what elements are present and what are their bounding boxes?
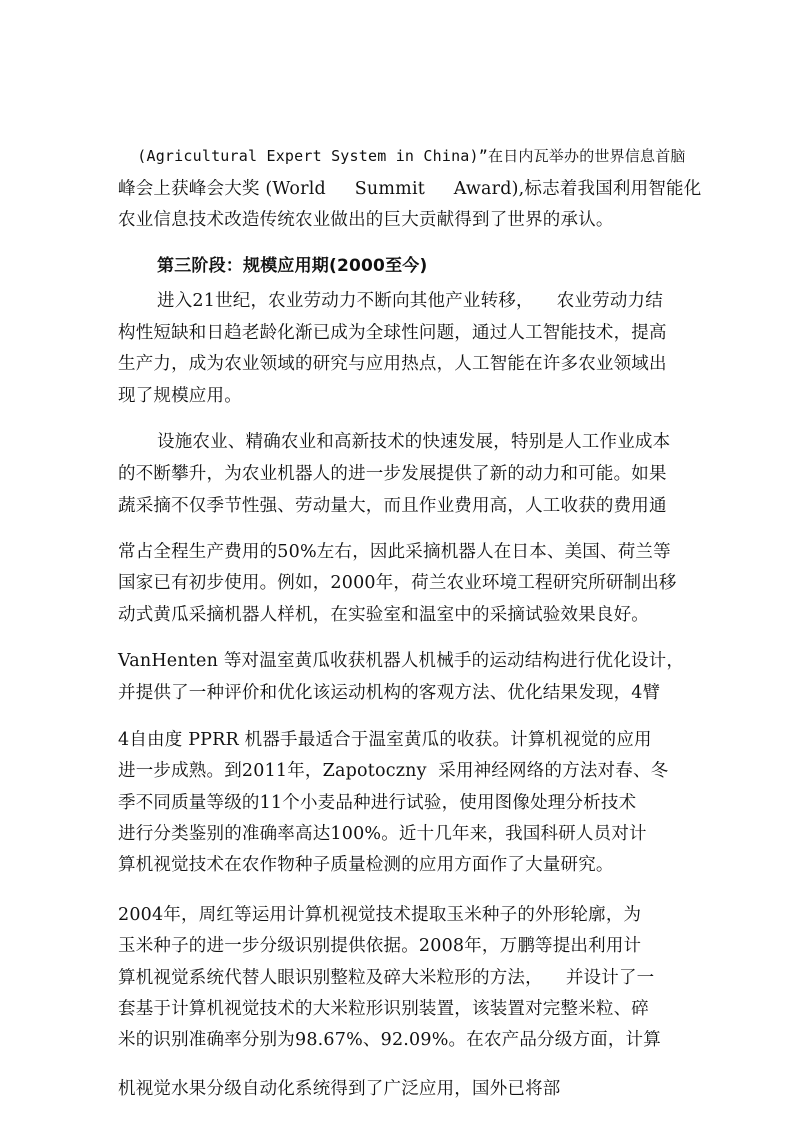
paragraph-line: 动式黄瓜采摘机器人样机，在实验室和温室中的采摘试验效果良好。 [118,605,649,625]
paragraph-line: 玉米种子的进一步分级识别提供依据。2008年，万鹏等提出利用计 [118,936,642,956]
paragraph-line: 进入21世纪，农业劳动力不断向其他产业转移， 农业劳动力结 [157,291,663,311]
paragraph-line: 农业信息技术改造传统农业做出的巨大贡献得到了世界的承认。 [118,210,614,230]
paragraph-line: 进一步成熟。到2011年，Zapotoczny 采用神经网络的方法对春、冬 [118,761,669,781]
paragraph-line: 峰会上获峰会大奖 (World Summit Award),标志着我国利用智能化 [118,179,702,199]
paragraph-line: VanHenten 等对温室黄瓜收获机器人机械手的运动结构进行优化设计， [118,651,685,671]
paragraph-line: 构性短缺和日趋老龄化渐已成为全球性问题，通过人工智能技术，提高 [118,323,667,343]
paragraph-line: 2004年，周红等运用计算机视觉技术提取玉米种子的外形轮廓，为 [118,905,642,925]
paragraph-line: 米的识别准确率分别为98.67%、92.09%。在农产品分级方面，计算 [118,1030,661,1050]
paragraph-line: 套基于计算机视觉技术的大米粒形识别装置，该装置对完整米粒、碎 [118,999,649,1019]
paragraph-line: 国家已有初步使用。例如，2000年，荷兰农业环境工程研究所研制出移 [118,573,677,593]
paragraph-line: 季不同质量等级的11个小麦品种进行试验，使用图像处理分析技术 [118,793,637,813]
paragraph-line: 进行分类鉴别的准确率高达100%。近十几年来，我国科研人员对计 [118,824,647,844]
paragraph-line: 的不断攀升，为农业机器人的进一步发展提供了新的动力和可能。如果 [118,464,667,484]
section-heading: 第三阶段：规模应用期(2000至今) [157,256,428,276]
paragraph-line: 机视觉水果分级自动化系统得到了广泛应用，国外已将部 [118,1079,561,1099]
paragraph-line: 蔬采摘不仅季节性强、劳动量大，而且作业费用高，人工收获的费用通 [118,496,667,516]
paragraph-line: 并提供了一种评价和优化该运动机构的客观方法、优化结果发现，4臂 [118,683,661,703]
paragraph-line: 现了规模应用。 [118,386,242,406]
paragraph-line: 常占全程生产费用的50%左右，因此采摘机器人在日本、美国、荷兰等 [118,542,671,562]
paragraph-line: 生产力，成为农业领域的研究与应用热点，人工智能在许多农业领域出 [118,354,667,374]
paragraph-line: 设施农业、精确农业和高新技术的快速发展，特别是人工作业成本 [157,432,671,452]
paragraph-line: 算机视觉系统代替人眼识别整粒及碎大米粒形的方法， 并设计了一 [118,968,655,988]
paragraph-line: (Agricultural Expert System in China)”在日内瓦举办的世界信息首脑 [128,147,686,165]
paragraph-line: 算机视觉技术在农作物种子质量检测的应用方面作了大量研究。 [118,855,614,875]
paragraph-line: 4自由度 PPRR 机器手最适合于温室黄瓜的收获。计算机视觉的应用 [118,730,652,750]
